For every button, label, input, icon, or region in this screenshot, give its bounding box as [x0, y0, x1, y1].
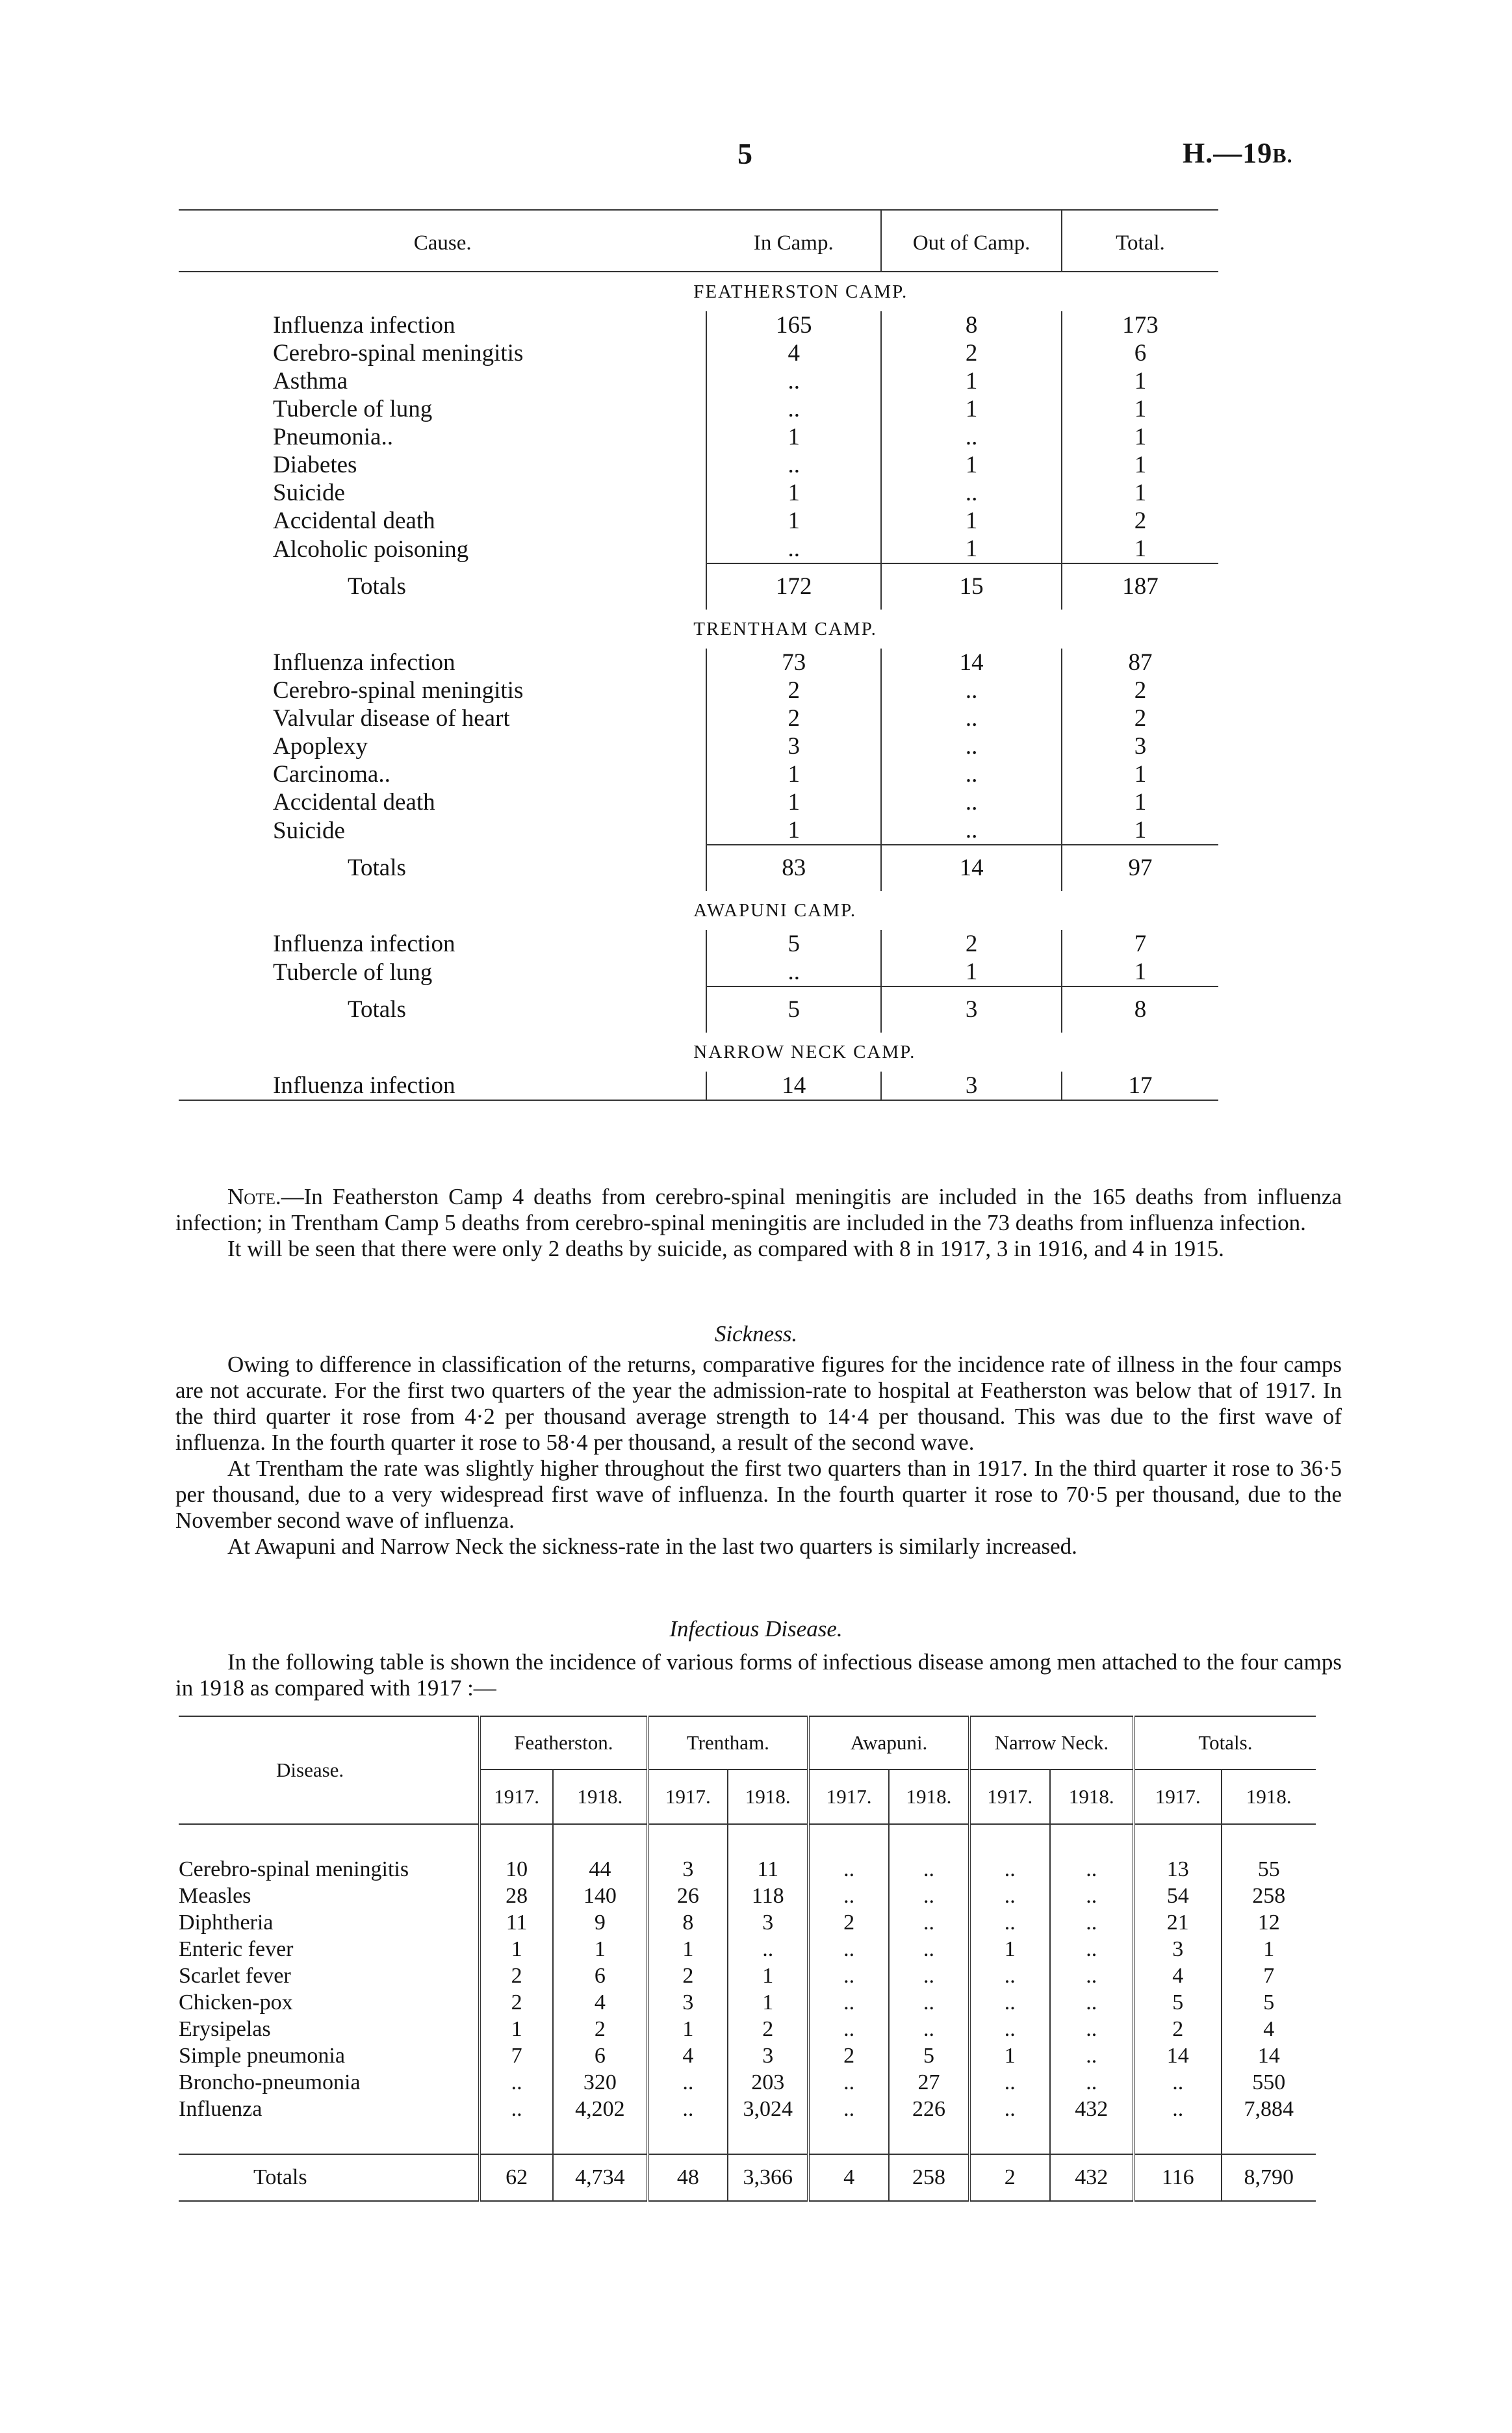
incidence-value: 2 — [728, 2016, 808, 2042]
cause-name: Suicide — [273, 817, 345, 844]
disease-name: Measles — [179, 1883, 251, 1908]
sickness-paragraph-3: At Awapuni and Narrow Neck the sickness-rate in the last two quarters is similarly increased. — [227, 1534, 1077, 1559]
incidence-total: 2 — [969, 2154, 1050, 2201]
disease-name: Broncho-pneumonia — [179, 2070, 361, 2094]
disease-name: Simple pneumonia — [179, 2043, 345, 2068]
infectious-disease-table — [179, 1716, 1316, 2202]
total-value: 7 — [1062, 930, 1218, 958]
cause-name: Alcoholic poisoning — [273, 535, 469, 563]
out-of-camp-value: 1 — [881, 451, 1062, 479]
in-camp-value: .. — [706, 958, 881, 986]
disease-totals-label: Totals — [253, 2165, 307, 2189]
cause-name: Tubercle of lung — [273, 959, 433, 986]
incidence-value: 3,024 — [728, 2096, 808, 2122]
cause-row — [179, 930, 1218, 958]
incidence-value: .. — [808, 1856, 889, 1883]
total-value: 2 — [1062, 507, 1218, 535]
incidence-value: 1 — [480, 1936, 553, 1963]
note-paragraph — [175, 1184, 1342, 1262]
incidence-total: 48 — [648, 2154, 728, 2201]
camp-name: NARROW NECK CAMP. — [693, 1042, 916, 1062]
reference-main: H.—19 — [1183, 137, 1273, 169]
incidence-value: 258 — [1222, 1883, 1316, 1909]
incidence-value: 6 — [553, 1963, 647, 1989]
disease-row — [179, 2096, 1316, 2122]
incidence-value: 28 — [480, 1883, 553, 1909]
incidence-value: .. — [969, 2016, 1050, 2042]
incidence-value: 203 — [728, 2069, 808, 2096]
out-of-camp-total: 14 — [881, 845, 1062, 891]
sickness-paragraph-2: At Trentham the rate was slightly higher throughout the first two quarters than in 1917. In the third quarter it rose to 36·5 per thousand, due to a very widespread first wave of influenza. In the fourth quarter it rose to 70·5 per thousand, due to the November second wave of influenza. — [175, 1456, 1342, 1533]
cause-row — [179, 732, 1218, 760]
total-value: 173 — [1062, 311, 1218, 339]
deaths-table-header — [179, 210, 1218, 272]
cause-name: Influenza infection — [273, 312, 455, 339]
out-of-camp-value: 3 — [881, 1072, 1062, 1100]
disease-name: Chicken-pox — [179, 1990, 293, 2015]
incidence-value: .. — [969, 1989, 1050, 2016]
incidence-value: .. — [889, 1936, 969, 1963]
incidence-value: 226 — [889, 2096, 969, 2122]
incidence-total: 8,790 — [1222, 2154, 1316, 2201]
incidence-value: 4 — [553, 1989, 647, 2016]
cause-name: Accidental death — [273, 508, 435, 534]
incidence-value: 14 — [1222, 2042, 1316, 2069]
incidence-value: 5 — [1134, 1989, 1222, 2016]
disease-name: Enteric fever — [179, 1937, 294, 1961]
incidence-value: 7 — [1222, 1963, 1316, 1989]
incidence-value: 1 — [648, 1936, 728, 1963]
year-1918-header: 1918. — [728, 1770, 808, 1824]
incidence-value: 1 — [480, 2016, 553, 2042]
incidence-value: .. — [1050, 2016, 1134, 2042]
in-camp-total: 5 — [706, 986, 881, 1033]
reference-suffix: B. — [1272, 144, 1293, 167]
cause-row — [179, 367, 1218, 395]
total-value: 1 — [1062, 451, 1218, 479]
year-1917-header: 1917. — [969, 1770, 1050, 1824]
out-of-camp-value: 1 — [881, 535, 1062, 563]
disease-name: Erysipelas — [179, 2016, 271, 2041]
out-of-camp-value: 14 — [881, 649, 1062, 676]
incidence-value: 3 — [728, 2042, 808, 2069]
total-value: 3 — [1062, 732, 1218, 760]
incidence-value: .. — [1050, 1909, 1134, 1936]
incidence-value: .. — [889, 1909, 969, 1936]
total-value: 2 — [1062, 704, 1218, 732]
incidence-value: .. — [808, 2096, 889, 2122]
cause-row — [179, 423, 1218, 451]
incidence-value: 5 — [1222, 1989, 1316, 2016]
incidence-value: .. — [480, 2069, 553, 2096]
incidence-value: .. — [1134, 2096, 1222, 2122]
in-camp-value: 1 — [706, 816, 881, 845]
note-label: Note. — [227, 1184, 281, 1209]
incidence-value: 118 — [728, 1883, 808, 1909]
in-camp-value: .. — [706, 367, 881, 395]
out-of-camp-value: .. — [881, 816, 1062, 845]
cause-name: Influenza infection — [273, 1072, 455, 1099]
infectious-disease-heading: Infectious Disease. — [669, 1616, 843, 1641]
infectious-intro-text: In the following table is shown the incidence of various forms of infectious disease among men attached to the four camps in 1918 as compared with 1917 :— — [175, 1649, 1342, 1701]
in-camp-total: 83 — [706, 845, 881, 891]
incidence-value: 4 — [1222, 2016, 1316, 2042]
totals-row — [179, 845, 1218, 891]
incidence-value: .. — [1050, 2069, 1134, 2096]
disease-row — [179, 1963, 1316, 1989]
suicide-paragraph: It will be seen that there were only 2 deaths by suicide, as compared with 8 in 1917, 3 in 1916, and 4 in 1915. — [227, 1236, 1224, 1261]
sickness-paragraph-1: Owing to difference in classification of the returns, comparative figures for the incidence rate of illness in the four camps are not accurate. For the first two quarters of the year the admission-rate to hospital at Featherston was below that of 1917. In the third quarter it rose from 4·2 per thousand average strength to 14·4 per thousand. This was due to the first wave of influenza. In the fourth quarter it rose to 58·4 per thousand, a result of the second wave. — [175, 1352, 1342, 1455]
incidence-value: 1 — [1222, 1936, 1316, 1963]
incidence-value: 1 — [553, 1936, 647, 1963]
incidence-value: 7 — [480, 2042, 553, 2069]
cause-name: Apoplexy — [273, 733, 368, 760]
out-of-camp-value: 2 — [881, 930, 1062, 958]
header-disease: Disease. — [276, 1758, 344, 1781]
incidence-value: 3 — [1134, 1936, 1222, 1963]
cause-row — [179, 339, 1218, 367]
camp-heading-row — [179, 272, 1218, 311]
disease-name: Influenza — [179, 2096, 263, 2121]
cause-row — [179, 451, 1218, 479]
camp-name: FEATHERSTON CAMP. — [693, 281, 908, 302]
disease-name: Scarlet fever — [179, 1963, 291, 1988]
year-1918-header: 1918. — [1222, 1770, 1316, 1824]
incidence-value: 320 — [553, 2069, 647, 2096]
out-of-camp-value: 2 — [881, 339, 1062, 367]
incidence-value: 44 — [553, 1856, 647, 1883]
out-of-camp-value: 1 — [881, 395, 1062, 423]
incidence-value: 12 — [1222, 1909, 1316, 1936]
year-1918-header: 1918. — [889, 1770, 969, 1824]
totals-row — [179, 986, 1218, 1033]
cause-name: Accidental death — [273, 789, 435, 816]
incidence-value: 140 — [553, 1883, 647, 1909]
header-awapuni: Awapuni. — [808, 1716, 969, 1770]
incidence-value: 27 — [889, 2069, 969, 2096]
total-value: 87 — [1062, 649, 1218, 676]
incidence-value: 3 — [648, 1989, 728, 2016]
incidence-value: 11 — [480, 1909, 553, 1936]
disease-row — [179, 1909, 1316, 1936]
incidence-value: .. — [969, 1883, 1050, 1909]
in-camp-value: 3 — [706, 732, 881, 760]
incidence-value: 9 — [553, 1909, 647, 1936]
cause-row — [179, 816, 1218, 845]
totals-label: Totals — [348, 854, 406, 881]
incidence-value: .. — [1050, 2042, 1134, 2069]
incidence-value: 14 — [1134, 2042, 1222, 2069]
incidence-value: .. — [1050, 1989, 1134, 2016]
disease-row — [179, 1936, 1316, 1963]
incidence-value: 2 — [808, 2042, 889, 2069]
incidence-value: 6 — [553, 2042, 647, 2069]
cause-name: Suicide — [273, 480, 345, 506]
in-camp-value: 1 — [706, 507, 881, 535]
header-total: Total. — [1062, 210, 1218, 272]
year-1917-header: 1917. — [1134, 1770, 1222, 1824]
totals-row — [179, 563, 1218, 610]
incidence-value: 1 — [728, 1963, 808, 1989]
camp-heading-row — [179, 1033, 1218, 1072]
cause-name: Pneumonia.. — [273, 424, 393, 450]
incidence-value: .. — [648, 2096, 728, 2122]
incidence-value: .. — [969, 2096, 1050, 2122]
incidence-value: 54 — [1134, 1883, 1222, 1909]
incidence-value: 7,884 — [1222, 2096, 1316, 2122]
out-of-camp-value: 1 — [881, 367, 1062, 395]
in-camp-value: 1 — [706, 760, 881, 788]
incidence-total: 62 — [480, 2154, 553, 2201]
out-of-camp-value: .. — [881, 676, 1062, 704]
total-value: 1 — [1062, 816, 1218, 845]
cause-row — [179, 649, 1218, 676]
incidence-total: 432 — [1050, 2154, 1134, 2201]
out-of-camp-value: .. — [881, 479, 1062, 507]
sickness-section — [175, 1352, 1342, 1560]
total-value: 6 — [1062, 339, 1218, 367]
cause-name: Valvular disease of heart — [273, 705, 510, 732]
page-number: 5 — [737, 137, 752, 170]
disease-row — [179, 1883, 1316, 1909]
total-value: 1 — [1062, 479, 1218, 507]
incidence-value: 5 — [889, 2042, 969, 2069]
year-1918-header: 1918. — [553, 1770, 647, 1824]
total-value: 1 — [1062, 788, 1218, 816]
disease-name: Cerebro-spinal meningitis — [179, 1857, 409, 1881]
grand-total: 97 — [1062, 845, 1218, 891]
incidence-value: 26 — [648, 1883, 728, 1909]
total-value: 2 — [1062, 676, 1218, 704]
header-cause: Cause. — [413, 231, 472, 255]
out-of-camp-value: .. — [881, 760, 1062, 788]
in-camp-value: 165 — [706, 311, 881, 339]
cause-row — [179, 507, 1218, 535]
camp-name: AWAPUNI CAMP. — [693, 900, 857, 921]
header-out-of-camp: Out of Camp. — [881, 210, 1062, 272]
incidence-value: 1 — [969, 1936, 1050, 1963]
incidence-value: .. — [889, 1856, 969, 1883]
disease-name: Diphtheria — [179, 1910, 274, 1935]
year-1917-header: 1917. — [480, 1770, 553, 1824]
incidence-value: .. — [1050, 1856, 1134, 1883]
incidence-value: .. — [728, 1936, 808, 1963]
incidence-value: .. — [1050, 1883, 1134, 1909]
cause-name: Cerebro-spinal meningitis — [273, 677, 524, 704]
header-narrow-neck: Narrow Neck. — [969, 1716, 1134, 1770]
incidence-value: 1 — [969, 2042, 1050, 2069]
incidence-value: .. — [648, 2069, 728, 2096]
out-of-camp-value: 1 — [881, 507, 1062, 535]
total-value: 1 — [1062, 535, 1218, 563]
header-in-camp: In Camp. — [753, 231, 834, 255]
note-text: —In Featherston Camp 4 deaths from cerebro-spinal meningitis are included in the 165 deaths from influenza infection; in Trentham Camp 5 deaths from cerebro-spinal meningitis are included in the 73 deaths from influenza infection. — [175, 1184, 1342, 1235]
incidence-value: .. — [1134, 2069, 1222, 2096]
out-of-camp-total: 3 — [881, 986, 1062, 1033]
incidence-total: 4,734 — [553, 2154, 647, 2201]
disease-row — [179, 1989, 1316, 2016]
total-value: 17 — [1062, 1072, 1218, 1100]
incidence-value: 55 — [1222, 1856, 1316, 1883]
camp-name: TRENTHAM CAMP. — [693, 619, 877, 639]
cause-row — [179, 958, 1218, 986]
grand-total: 187 — [1062, 563, 1218, 610]
out-of-camp-value: 8 — [881, 311, 1062, 339]
in-camp-value: .. — [706, 535, 881, 563]
incidence-total: 116 — [1134, 2154, 1222, 2201]
incidence-value: 4 — [1134, 1963, 1222, 1989]
cause-row — [179, 395, 1218, 423]
incidence-value: 432 — [1050, 2096, 1134, 2122]
total-value: 1 — [1062, 423, 1218, 451]
incidence-value: 2 — [480, 1989, 553, 2016]
incidence-value: 2 — [648, 1963, 728, 1989]
cause-row — [179, 760, 1218, 788]
cause-row — [179, 535, 1218, 563]
cause-name: Cerebro-spinal meningitis — [273, 340, 524, 367]
incidence-value: .. — [889, 1989, 969, 2016]
total-value: 1 — [1062, 760, 1218, 788]
incidence-value: .. — [969, 1963, 1050, 1989]
incidence-value: .. — [808, 1883, 889, 1909]
in-camp-value: 2 — [706, 676, 881, 704]
in-camp-total: 172 — [706, 563, 881, 610]
in-camp-value: 1 — [706, 788, 881, 816]
incidence-value: .. — [808, 2069, 889, 2096]
incidence-value: .. — [808, 1989, 889, 2016]
in-camp-value: 1 — [706, 423, 881, 451]
header-trentham: Trentham. — [648, 1716, 809, 1770]
cause-name: Influenza infection — [273, 649, 455, 676]
totals-label: Totals — [348, 996, 406, 1023]
cause-name: Carcinoma.. — [273, 761, 391, 788]
out-of-camp-value: 1 — [881, 958, 1062, 986]
incidence-value: 1 — [648, 2016, 728, 2042]
incidence-value: 2 — [1134, 2016, 1222, 2042]
incidence-value: .. — [889, 1883, 969, 1909]
out-of-camp-value: .. — [881, 423, 1062, 451]
cause-row — [179, 788, 1218, 816]
camp-heading-row — [179, 891, 1218, 930]
total-value: 1 — [1062, 367, 1218, 395]
cause-row — [179, 704, 1218, 732]
incidence-value: .. — [808, 1936, 889, 1963]
cause-row — [179, 1072, 1218, 1100]
year-1917-header: 1917. — [808, 1770, 889, 1824]
deaths-table — [179, 209, 1218, 1101]
incidence-total: 258 — [889, 2154, 969, 2201]
infectious-intro — [175, 1649, 1342, 1701]
out-of-camp-value: .. — [881, 788, 1062, 816]
cause-row — [179, 479, 1218, 507]
incidence-value: .. — [808, 1963, 889, 1989]
cause-name: Tubercle of lung — [273, 396, 433, 422]
incidence-value: .. — [969, 2069, 1050, 2096]
disease-row — [179, 1856, 1316, 1883]
out-of-camp-value: .. — [881, 704, 1062, 732]
incidence-value: 550 — [1222, 2069, 1316, 2096]
incidence-value: 2 — [808, 1909, 889, 1936]
incidence-value: .. — [808, 2016, 889, 2042]
incidence-value: 10 — [480, 1856, 553, 1883]
total-value: 1 — [1062, 395, 1218, 423]
cause-name: Diabetes — [273, 452, 357, 478]
incidence-value: 3 — [648, 1856, 728, 1883]
incidence-value: 2 — [553, 2016, 647, 2042]
cause-name: Influenza infection — [273, 931, 455, 957]
incidence-value: 1 — [728, 1989, 808, 2016]
incidence-value: .. — [969, 1909, 1050, 1936]
incidence-value: .. — [969, 1856, 1050, 1883]
incidence-value: .. — [480, 2096, 553, 2122]
in-camp-value: 4 — [706, 339, 881, 367]
in-camp-value: 73 — [706, 649, 881, 676]
disease-row — [179, 2069, 1316, 2096]
incidence-value: 11 — [728, 1856, 808, 1883]
in-camp-value: 5 — [706, 930, 881, 958]
in-camp-value: 1 — [706, 479, 881, 507]
incidence-value: .. — [889, 1963, 969, 1989]
grand-total: 8 — [1062, 986, 1218, 1033]
disease-row — [179, 2042, 1316, 2069]
disease-totals-row — [179, 2154, 1316, 2201]
incidence-value: 8 — [648, 1909, 728, 1936]
header-featherston: Featherston. — [480, 1716, 647, 1770]
totals-label: Totals — [348, 573, 406, 600]
in-camp-value: 2 — [706, 704, 881, 732]
incidence-total: 3,366 — [728, 2154, 808, 2201]
out-of-camp-value: .. — [881, 732, 1062, 760]
in-camp-value: .. — [706, 451, 881, 479]
cause-row — [179, 676, 1218, 704]
incidence-value: 13 — [1134, 1856, 1222, 1883]
out-of-camp-total: 15 — [881, 563, 1062, 610]
in-camp-value: .. — [706, 395, 881, 423]
document-reference — [1183, 136, 1293, 170]
incidence-value: 3 — [728, 1909, 808, 1936]
cause-row — [179, 311, 1218, 339]
sickness-heading: Sickness. — [714, 1321, 798, 1346]
incidence-value: .. — [1050, 1963, 1134, 1989]
incidence-value: 4,202 — [553, 2096, 647, 2122]
total-value: 1 — [1062, 958, 1218, 986]
incidence-value: 2 — [480, 1963, 553, 1989]
incidence-total: 4 — [808, 2154, 889, 2201]
camp-heading-row — [179, 610, 1218, 649]
incidence-value: 21 — [1134, 1909, 1222, 1936]
in-camp-value: 14 — [706, 1072, 881, 1100]
year-1917-header: 1917. — [648, 1770, 728, 1824]
header-totals: Totals. — [1134, 1716, 1316, 1770]
year-1918-header: 1918. — [1050, 1770, 1134, 1824]
incidence-value: .. — [1050, 1936, 1134, 1963]
disease-row — [179, 2016, 1316, 2042]
incidence-value: .. — [889, 2016, 969, 2042]
incidence-value: 4 — [648, 2042, 728, 2069]
cause-name: Asthma — [273, 368, 348, 394]
